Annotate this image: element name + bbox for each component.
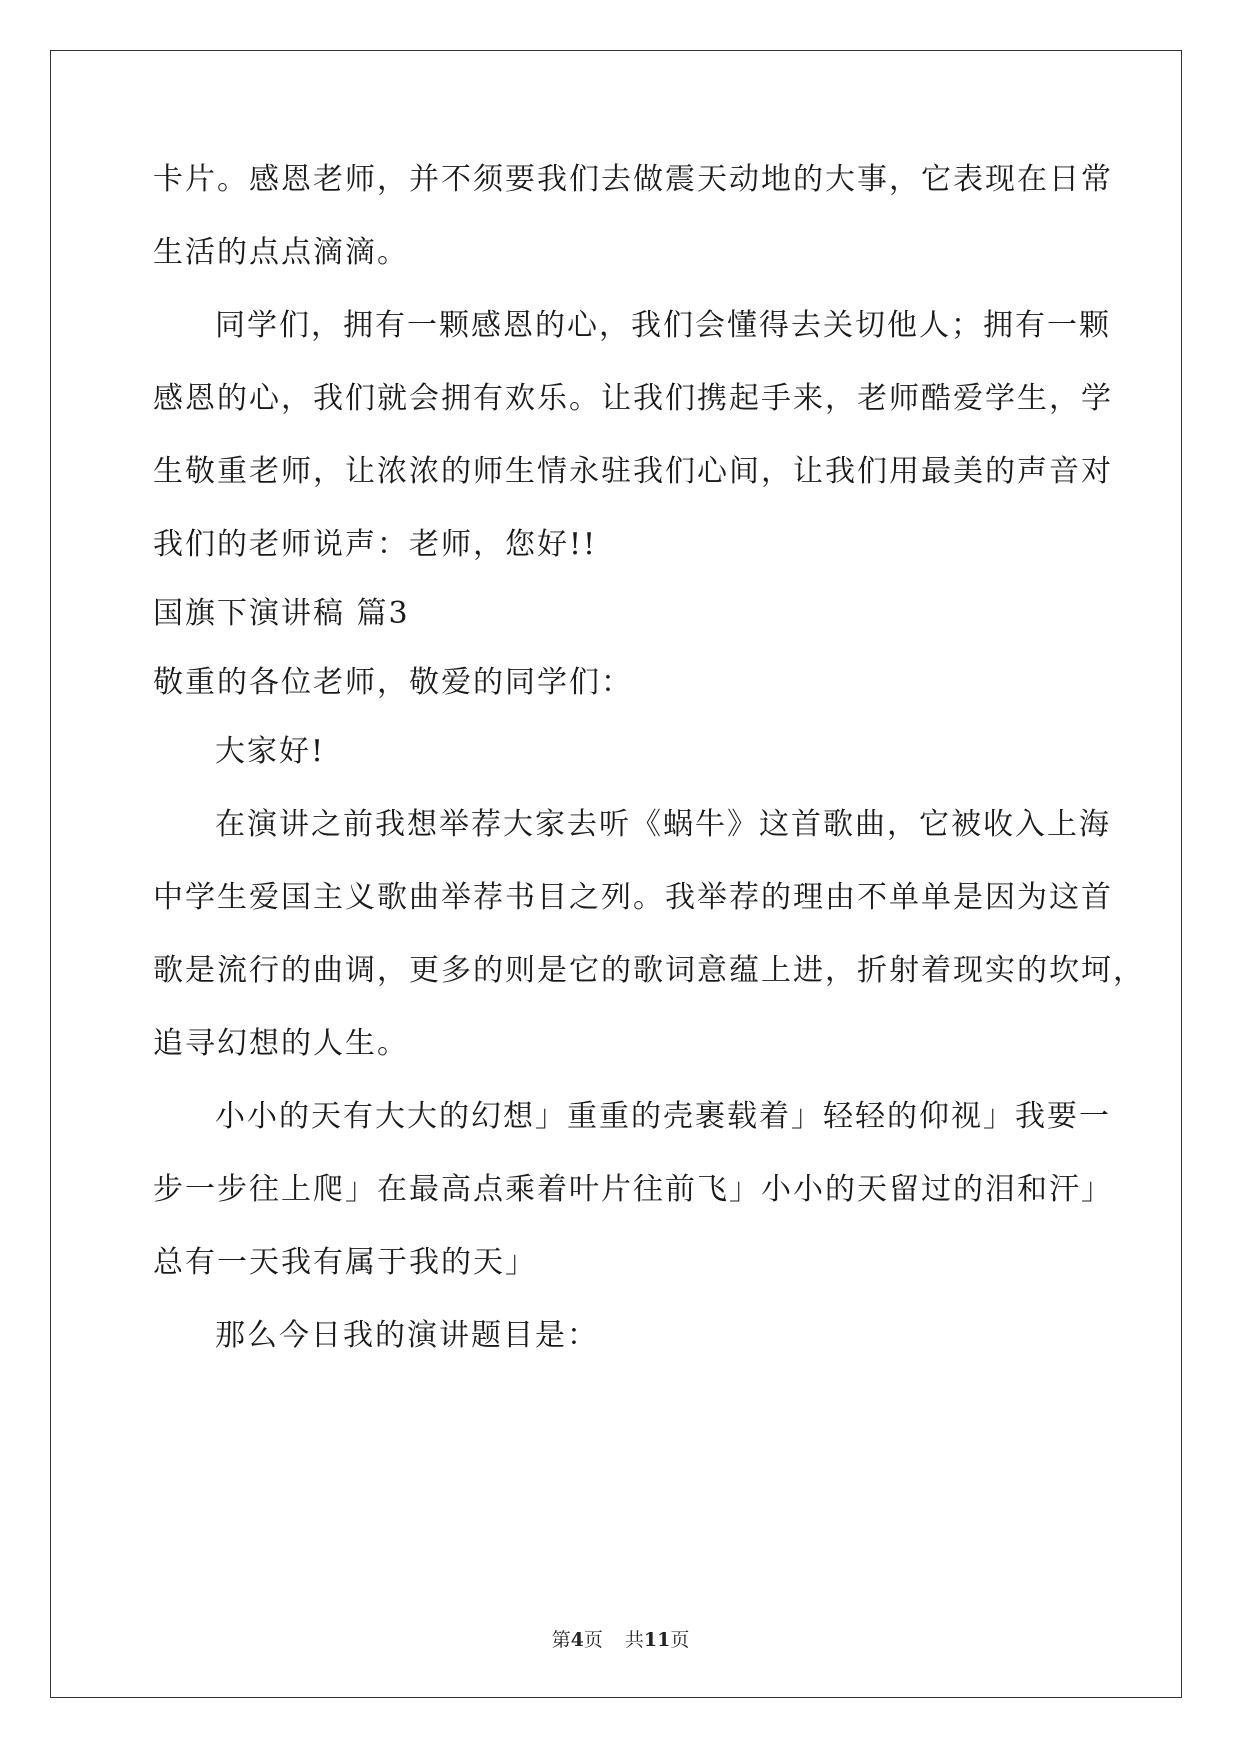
paragraph-start: 在演讲之前我想举荐大家去听《蜗牛》这首歌曲，它被收入上海	[215, 807, 1111, 842]
text-line: 步一步往上爬」在最高点乘着叶片往前飞」小小的天留过的泪和汗」	[153, 1172, 1113, 1207]
text-line: 中学生爱国主义歌曲举荐书目之列。我举荐的理由不单单是因为这首	[153, 880, 1113, 915]
text-line: 生敬重老师，让浓浓的师生情永驻我们心间，让我们用最美的声音对	[153, 454, 1113, 489]
greeting: 大家好!	[215, 734, 326, 769]
current-page-number: 4	[570, 1629, 584, 1651]
section-heading: 国旗下演讲稿 篇3	[153, 596, 410, 631]
footer-page-suffix: 页	[583, 1629, 603, 1651]
page-border	[50, 50, 1182, 1698]
text-line: 歌是流行的曲调，更多的则是它的歌词意蕴上进，折射着现实的坎坷，	[153, 953, 1145, 988]
text-line: 我们的老师说声：老师，您好!!	[153, 527, 598, 562]
paragraph-start: 小小的天有大大的幻想」重重的壳裹载着」轻轻的仰视」我要一	[215, 1099, 1111, 1134]
text-line: 卡片。感恩老师，并不须要我们去做震天动地的大事，它表现在日常	[153, 162, 1113, 197]
page-footer	[0, 1628, 1241, 1652]
paragraph-start: 同学们，拥有一颗感恩的心，我们会懂得去关切他人；拥有一颗	[215, 308, 1111, 343]
salutation: 敬重的各位老师，敬爱的同学们：	[153, 665, 633, 700]
paragraph-start: 那么今日我的演讲题目是：	[215, 1318, 599, 1353]
text-line: 感恩的心，我们就会拥有欢乐。让我们携起手来，老师酷爱学生，学	[153, 381, 1113, 416]
text-line: 生活的点点滴滴。	[153, 235, 409, 270]
footer-total-suffix: 页	[670, 1629, 690, 1651]
total-pages-number: 11	[643, 1629, 671, 1651]
text-line: 追寻幻想的人生。	[153, 1026, 409, 1061]
footer-prefix: 第	[551, 1629, 571, 1651]
text-line: 总有一天我有属于我的天」	[153, 1245, 537, 1280]
footer-total-prefix: 共	[624, 1629, 644, 1651]
